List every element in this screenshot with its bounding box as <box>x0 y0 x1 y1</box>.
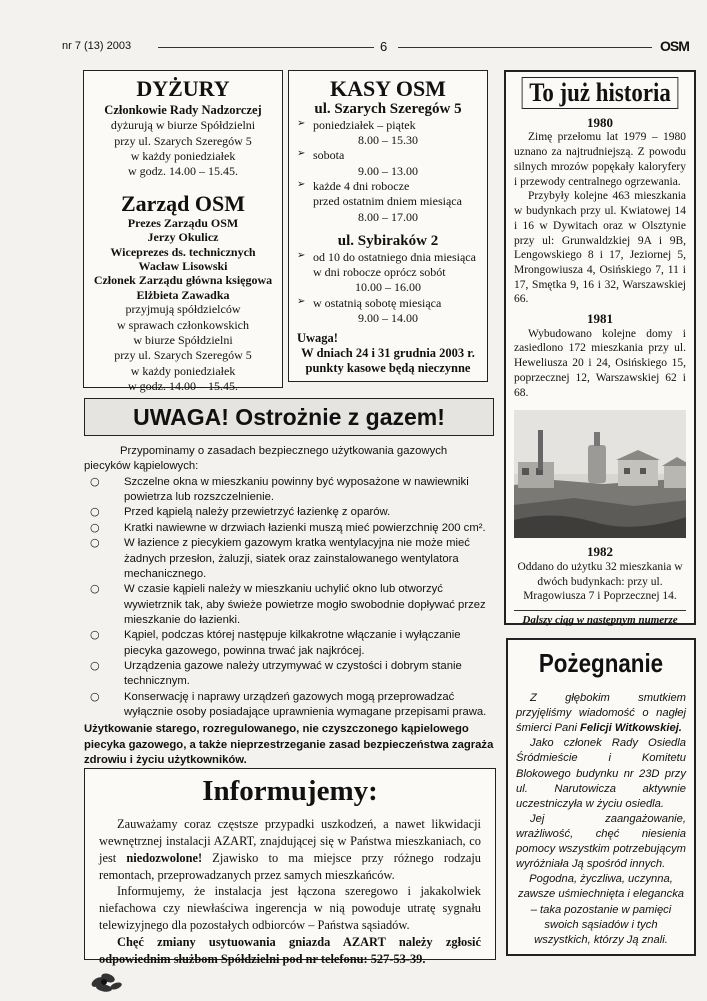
gas-rule-item: ○ Szczelne okna w mieszkaniu powinny być wyposażone w nawiewniki powietrza lub rozszczelnienie. <box>84 475 494 506</box>
zarzad-member: Elżbieta Zawadka <box>136 287 230 302</box>
kasy-hours: 9.00 – 13.00 <box>358 163 418 178</box>
gas-rule-item: ○ Kratki nawiewne w drzwiach łazienki muszą mieć powierzchnię 200 cm². <box>84 521 494 536</box>
pozegnanie-paragraph: Pogodna, życzliwa, uczynna, zawsze uśmiechnięta i elegancka – taka pozostanie w pamięci swoich sąsiadów i tych wszystkich, którzy Ją znali. <box>517 873 685 946</box>
zarzad-line: w sprawach członkowskich <box>117 317 249 332</box>
gas-warning-title: UWAGA! Ostrożnie z gazem! <box>84 398 494 436</box>
kasy-uwaga: Uwaga! <box>297 330 338 345</box>
historia-title: To już historia <box>522 77 679 109</box>
pozegnanie-text: Z głębokim smutkiem przyjęliśmy wiadomość o nagłej śmierci Pani <box>516 692 686 735</box>
kasy-address-1: ul. Szarych Szeregów 5 <box>314 101 462 118</box>
page-number: 6 <box>380 39 388 54</box>
informujemy-text: Zauważamy coraz częstsze przypadki uszkodzeń, a nawet likwidacji wewnętrznej instalacji AZART, znajdującej się w Państwa mieszkaniach, co jest <box>99 817 481 865</box>
kasy-hours: 8.00 – 15.30 <box>358 133 418 148</box>
kasy-hours-item: ➢ poniedziałek – piątek <box>297 118 479 133</box>
historia-paragraph: Zimę przełomu lat 1979 – 1980 uznano za najtrudniejszą. Z powodu silnych mrozów popękały kaloryfery i przewody centralnego ogrzewania. <box>514 131 686 188</box>
historia-year: 1982 <box>587 544 613 560</box>
zarzad-member: Wiceprezes ds. technicznych <box>110 244 256 259</box>
gas-rule-item: ○ Przed kąpielą należy przewietrzyć łazienkę z oparów. <box>84 505 494 520</box>
kasy-hours-item: ➢ każde 4 dni robocze <box>297 179 479 194</box>
pozegnanie-title: Pożegnanie <box>538 648 664 678</box>
kasy-hours-item: ➢ od 10 do ostatniego dnia miesiąca <box>297 250 479 265</box>
informujemy-text: Zjawisko to ma miejsce przy różnego rodzaju remontach, przeprowadzanych przez samych mieszkańców. <box>99 850 481 882</box>
gas-rule-item: ○ Urządzenia gazowe należy utrzymywać w czystości i dobrym stanie technicznym. <box>84 659 494 690</box>
informujemy-title: Informujemy: <box>202 775 378 807</box>
kasy-note: W dniach 24 i 31 grudnia 2003 r. <box>301 345 475 360</box>
gas-section <box>84 444 494 769</box>
header-rule-left <box>158 47 374 48</box>
historia-continued: Dalszy ciąg w następnym numerze <box>514 610 686 626</box>
zarzad-member: Członek Zarządu główna księgowa <box>93 273 273 288</box>
gas-rule-item: ○ W łazience z piecykiem gazowym kratka wentylacyjna nie może mieć żadnych przesłon, żaluzji, siatek oraz zainstalowanego wentylatora mechanicznego. <box>84 536 494 582</box>
gas-rule-item: ○ Kąpiel, podczas której następuje kilkakrotne włączanie i wyłączanie piecyka gazowego, powinna trwać jak najkrócej. <box>84 628 494 659</box>
dyzury-line: przy ul. Szarych Szeregów 5 <box>114 133 252 148</box>
kasy-hours-item: ➢ sobota <box>297 148 479 163</box>
gas-warning-text: Użytkowanie starego, rozregulowanego, nie czyszczonego kąpielowego piecyka gazowego, a także nieprzestrzeganie zasad bezpieczeństwa zagraża zdrowiu i życiu użytkowników. <box>84 723 494 767</box>
dyzury-line: dyżurują w biurze Spółdzielni <box>110 118 256 133</box>
kasy-address-2: ul. Sybiraków 2 <box>337 233 439 250</box>
deceased-name: Felicji Witkowskiej. <box>580 722 682 735</box>
kasy-hours: 10.00 – 16.00 <box>355 280 421 295</box>
historia-year: 1980 <box>587 114 613 130</box>
osm-logo: OSM <box>660 38 689 54</box>
kasy-note: punkty kasowe będą nieczynne <box>305 360 471 375</box>
gas-rule-item: ○ Konserwację i naprawy urządzeń gazowych mogą przeprowadzać wyłącznie osoby posiadające uprawnienia wymagane przepisami prawa. <box>84 690 494 721</box>
zarzad-line: przy ul. Szarych Szeregów 5 <box>114 348 252 363</box>
zarzad-member: Wacław Lisowski <box>138 258 228 273</box>
zarzad-line: przyjmują spółdzielców <box>125 302 241 317</box>
kasy-box <box>288 70 488 382</box>
zarzad-line: w każdy poniedziałek <box>130 363 236 378</box>
informujemy-paragraph <box>99 816 481 883</box>
construction-photo-graphic <box>514 410 686 538</box>
informujemy-paragraph: Informujemy, że instalacja jest łączona szeregowo i jakakolwiek niefachowa czy niewłaściwa ingerencja w nią powoduje utratę sygnału telewizyjnego dla pozostałych odbiorców – Państwa sąsiadów. <box>99 884 481 933</box>
kasy-hours: 8.00 – 17.00 <box>358 209 418 224</box>
dyzury-box <box>83 70 283 393</box>
issue-number: nr 7 (13) 2003 <box>62 40 132 52</box>
dyzury-line: w każdy poniedziałek <box>130 148 236 163</box>
zarzad-line: w godz. 14.00 – 15.45. <box>128 378 238 393</box>
informujemy-box <box>84 768 496 966</box>
pozegnanie-paragraph <box>516 691 686 736</box>
informujemy-paragraph: Chęć zmiany usytuowania gniazda AZART należy zgłosić odpowiednim służbom Spółdzielni pod nr telefonu: 527-53-39. <box>99 935 481 966</box>
gas-rule-item: ○ W czasie kąpieli należy w mieszkaniu uchylić okno lub otworzyć wywietrznik tak, aby świeże powietrze mogło swobodnie dopływać przez mieszkanie do łazienki. <box>84 582 494 628</box>
zarzad-line: w biurze Spółdzielni <box>133 332 233 347</box>
construction-photo <box>514 410 686 538</box>
header-rule-right <box>398 47 652 48</box>
zarzad-member: Prezes Zarządu OSM <box>127 215 239 230</box>
pozegnanie-box <box>506 638 696 956</box>
dyzury-subtitle: Członkowie Rady Nadzorczej <box>104 103 262 118</box>
historia-paragraph: Wybudowano kolejne domy i zasiedlono 172 mieszkania przy ul. Heweliusza 20 i 24, Osińskiego 15, poprzecznej 12, Warszawskiej 62 i 68. <box>514 327 686 399</box>
dyzury-line: w godz. 14.00 – 15.45. <box>128 164 238 179</box>
kasy-hours-item: ➢ w ostatnią sobotę miesiąca <box>297 296 479 311</box>
historia-paragraph: Oddano do użytku 32 mieszkania w dwóch budynkach: przy ul. Mragowiusza 7 i Poprzecznej 14. <box>517 560 683 603</box>
pozegnanie-paragraph: Jako członek Rady Osiedla Śródmieście i Komitetu Blokowego budynku nr 23D przy ul. Narutowicza aktywnie uczestniczyła w życiu osiedla. <box>516 737 686 810</box>
zarzad-member: Jerzy Okulicz <box>147 230 219 245</box>
historia-box <box>504 70 696 625</box>
gas-intro: Przypominamy o zasadach bezpiecznego użytkowania gazowych piecyków kąpielowych: <box>84 445 448 473</box>
historia-paragraph: Przybyły kolejne 463 mieszkania w budynkach przy ul. Kwiatowej 14 i 16 w Dywitach oraz w Olsztynie przy ul: Grunwaldzkiej 9A i 9B, Lengowskiego 8 i 17, Jeziornej 5, Mrongowiusza 4, Osińskiego 7, 11 i 17, Smętka 9, 16 i 32, Warszawskiej 66. <box>514 190 686 306</box>
informujemy-emphasis: niedozwolone! <box>126 850 203 865</box>
historia-year: 1981 <box>587 311 613 327</box>
kasy-hours: 9.00 – 14.00 <box>358 311 418 326</box>
zarzad-title: Zarząd OSM <box>120 190 246 216</box>
pozegnanie-paragraph: Jej zaangażowanie, wrażliwość, chęć niesienia pomocy wszystkim potrzebującym wyróżniała Ją spośród innych. <box>516 812 686 871</box>
kasy-hours-item-cont: przed ostatnim dniem miesiąca <box>313 194 462 209</box>
flower-ornament-icon <box>86 966 126 996</box>
dyzury-title: DYŻURY <box>136 76 230 101</box>
kasy-hours-item-cont: w dni robocze oprócz sobót <box>313 265 446 280</box>
kasy-title: KASY OSM <box>330 76 446 101</box>
